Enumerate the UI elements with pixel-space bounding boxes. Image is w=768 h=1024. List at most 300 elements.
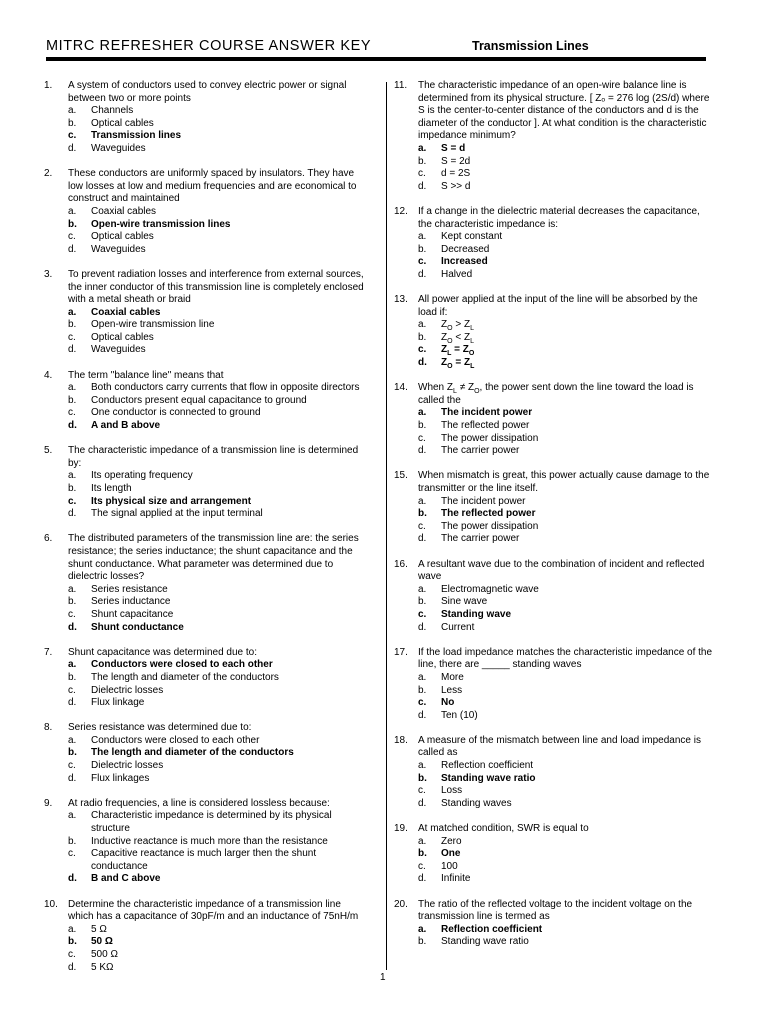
option-letter: a. [418,583,427,595]
option-letter: d. [68,772,77,784]
option-text: Reflection coefficient [441,760,534,772]
answer-option [68,949,366,962]
question-item [394,559,716,635]
answer-option-correct [418,344,716,357]
option-text: A and B above [91,420,161,432]
answer-option [418,596,716,609]
option-text: The power dissipation [441,432,539,444]
option-text: Infinite [441,873,471,885]
option-letter: c. [418,344,427,356]
question-item [44,533,366,634]
option-letter: d. [68,697,77,709]
answer-option-correct [68,130,366,143]
option-text: Its length [91,483,132,494]
answer-option [418,622,716,635]
question-item [44,722,366,785]
answer-option [418,861,716,874]
option-text: Both conductors carry currents that flow in opposite directors [91,382,360,394]
option-letter: b. [418,684,427,696]
answer-option [418,584,716,597]
option-text: Standing wave [441,608,512,620]
answer-option-correct [68,659,366,672]
option-letter: a. [418,319,427,331]
option-text: Shunt conductance [91,621,184,633]
question-number: 18. [394,734,408,746]
option-letter: b. [68,483,77,494]
option-text: Characteristic impedance is determined by its physical structure [91,810,332,835]
option-text: More [441,671,464,683]
option-text: B and C above [91,873,161,885]
question-number: 9. [44,797,53,809]
answer-option [418,798,716,811]
option-letter: d. [418,445,427,457]
answer-option-correct [68,496,366,509]
option-text: Waveguides [91,344,146,356]
option-letter: d. [68,243,77,255]
answer-option [68,206,366,219]
question-text: To prevent radiation losses and interference from external sources, the inner conductor of this transmission line is completely enclosed with a metal sheath or braid [68,268,364,306]
left-column [44,80,366,987]
option-text: Conductors were closed to each other [91,734,260,746]
question-number: 14. [394,382,408,394]
option-letter: c. [68,407,76,419]
question-item [394,206,716,282]
option-text: The power dissipation [441,520,539,532]
option-text: The carrier power [441,533,520,545]
option-letter: b. [68,596,77,608]
question-text: These conductors are uniformly spaced by insulators. They have low losses at low and medium frequencies and are economical to construct and maintained [68,168,357,205]
question-item [394,294,716,370]
question-text: If a change in the dielectric material decreases the capacitance, the characteristic impedance is: [418,205,700,230]
question-item [394,899,716,949]
question-text: When mismatch is great, this power actually cause damage to the transmitter or the line itself. [418,470,710,494]
question-text: All power applied at the input of the line will be absorbed by the load if: [418,294,698,318]
option-letter: a. [68,382,77,394]
answer-option-correct [418,848,716,861]
question-number: 15. [394,470,408,482]
option-letter: b. [68,936,77,948]
option-letter: d. [68,621,77,633]
option-text: Flux linkage [91,697,145,709]
option-letter: c. [418,860,426,872]
answer-option [68,407,366,420]
option-text: The carrier power [441,445,520,457]
option-text: The incident power [441,407,533,419]
option-text: Conductors were closed to each other [91,659,273,671]
option-letter: b. [68,117,77,129]
answer-option-correct [68,420,366,433]
option-text: The reflected power [441,420,530,432]
page-number: 1 [380,972,386,983]
answer-option-correct [418,407,716,420]
option-text: Channels [91,105,134,117]
question-item [394,80,716,193]
answer-option [68,470,366,483]
option-text: Open-wire transmission lines [91,218,231,230]
answer-option [418,936,716,949]
question-text: Series resistance was determined due to: [68,722,252,734]
option-letter: d. [418,709,427,721]
option-letter: b. [418,772,427,784]
option-text: The reflected power [441,508,536,520]
option-text: 5 KΩ [91,961,114,973]
answer-option [68,697,366,710]
option-letter: c. [418,697,427,709]
option-letter: d. [68,344,77,356]
option-text: Open-wire transmission line [91,319,215,331]
question-number: 12. [394,205,408,217]
option-text: Series inductance [91,596,171,608]
answer-option [418,873,716,886]
option-text: S >> d [441,180,471,192]
answer-option [418,168,716,181]
question-text: A resultant wave due to the combination of incident and reflected wave [418,558,705,583]
option-text: $Z_O = Z_L$ [441,357,475,371]
answer-option [418,533,716,546]
answer-option-correct [418,924,716,937]
option-letter: a. [68,659,77,671]
answer-option-correct [68,307,366,320]
answer-option [68,962,366,975]
question-item [44,269,366,357]
option-text: Flux linkages [91,772,150,784]
answer-option [68,508,366,521]
option-letter: d. [418,873,427,885]
option-text: Shunt capacitance [91,608,174,620]
option-letter: a. [68,923,77,935]
option-letter: d. [68,420,77,432]
option-text: Increased [441,256,488,268]
option-letter: b. [68,671,77,683]
question-number: 6. [44,533,53,545]
answer-option [418,685,716,698]
option-text: Standing wave ratio [441,936,529,948]
option-letter: d. [418,268,427,280]
option-text: Dielectric losses [91,760,164,772]
option-letter: a. [68,734,77,746]
answer-option [68,105,366,118]
option-letter: a. [68,810,77,822]
right-column [394,80,716,962]
option-text: The length and diameter of the conductors [91,671,279,683]
option-text: Zero [441,835,462,847]
answer-option-correct [418,773,716,786]
option-text: Its operating frequency [91,470,193,482]
option-text: 50 Ω [91,936,113,948]
answer-option [68,395,366,408]
answer-option [68,810,366,835]
answer-option-correct [68,936,366,949]
option-text: One [441,848,461,860]
option-letter: c. [418,168,426,180]
option-letter: a. [418,231,427,243]
option-text: Ten (10) [441,709,478,721]
option-letter: d. [418,357,427,369]
question-text: The distributed parameters of the transmission line are: the series resistance; the series inductance; the shunt capacitance and the shunt conductance. What parameter was determined due to dielectric losses? [68,533,359,583]
question-item [394,823,716,886]
option-letter: c. [418,432,426,444]
answer-option [418,521,716,534]
option-text: Its physical size and arrangement [91,495,252,507]
answer-option [68,332,366,345]
answer-option [418,231,716,244]
question-item [394,382,716,458]
page-header [46,38,706,58]
option-letter: d. [68,142,77,154]
option-letter: a. [418,671,427,683]
answer-option [418,836,716,849]
question-number: 7. [44,646,53,658]
option-letter: c. [68,608,76,620]
option-text: Sine wave [441,596,488,608]
column-divider [386,82,387,970]
option-text: One conductor is connected to ground [91,407,261,419]
answer-option [418,710,716,723]
option-letter: b. [418,936,427,948]
option-letter: a. [418,760,427,772]
answer-option [68,735,366,748]
question-number: 19. [394,823,408,835]
document-subject: Transmission Lines [472,39,589,53]
option-letter: b. [418,508,427,520]
question-number: 13. [394,294,408,306]
option-text: Coaxial cables [91,205,157,217]
answer-option-correct [418,143,716,156]
option-letter: a. [68,105,77,117]
question-number: 11. [394,80,408,91]
option-letter: b. [418,420,427,432]
option-text: Standing waves [441,797,512,809]
question-number: 17. [394,646,408,658]
option-text: Transmission lines [91,130,182,142]
answer-option [418,244,716,257]
question-number: 1. [44,80,53,91]
option-letter: a. [418,923,427,935]
question-item [44,370,366,433]
option-letter: d. [68,873,77,885]
question-text: A measure of the mismatch between line and load impedance is called as [418,734,701,759]
option-letter: a. [418,835,427,847]
question-item [394,470,716,546]
answer-option-correct [418,609,716,622]
question-item [44,647,366,710]
option-letter: d. [418,621,427,633]
answer-option [418,496,716,509]
answer-option [68,584,366,597]
question-item [394,735,716,811]
option-text: Capacitive reactance is much larger then the shunt conductance [91,848,317,872]
option-letter: b. [418,596,427,608]
option-text: $Z_O < Z_L$ [441,331,474,345]
option-text: 500 Ω [91,948,118,960]
question-text: If the load impedance matches the characteristic impedance of the line, there are _____ standing waves [418,646,713,671]
answer-option [68,836,366,849]
answer-option [418,156,716,169]
option-letter: a. [68,470,77,482]
document-title: MITRC REFRESHER COURSE ANSWER KEY [46,38,372,54]
question-text: Determine the characteristic impedance of a transmission line which has a capacitance of 30pF/m and an inductance of 75nH/m [68,898,359,923]
option-text: Loss [441,785,463,797]
question-item [44,168,366,256]
answer-option [68,760,366,773]
answer-option [418,420,716,433]
option-text: Conductors present equal capacitance to ground [91,394,307,406]
answer-option [418,269,716,282]
option-text: Kept constant [441,231,503,243]
option-letter: a. [418,407,427,419]
question-text: Shunt capacitance was determined due to: [68,646,258,658]
option-text: $Z_L = Z_O$ [441,344,475,358]
option-letter: c. [68,231,76,243]
option-text: Waveguides [91,243,146,255]
answer-option [68,118,366,131]
answer-option [68,685,366,698]
answer-option [418,181,716,194]
answer-option [418,445,716,458]
option-letter: c. [418,256,427,268]
option-letter: c. [68,760,76,772]
option-text: Decreased [441,243,490,255]
answer-option [68,231,366,244]
question-text: When $Z_L \ne Z_O$, the power sent down the line toward the load is called the [418,382,694,406]
answer-option-correct [68,622,366,635]
option-letter: b. [68,835,77,847]
answer-option [68,344,366,357]
option-text: d = 2S [441,168,471,180]
option-text: No [441,697,455,709]
option-letter: b. [418,331,427,343]
option-text: Standing wave ratio [441,772,536,784]
answer-option [68,924,366,937]
answer-option [418,433,716,446]
option-letter: a. [68,583,77,595]
option-letter: c. [68,495,77,507]
option-letter: d. [68,508,77,520]
option-letter: a. [68,205,77,217]
option-text: $Z_O > Z_L$ [441,319,474,333]
option-text: The signal applied at the input terminal [91,508,263,520]
option-text: Waveguides [91,142,146,154]
option-letter: b. [68,218,77,230]
option-text: Series resistance [91,583,168,595]
answer-option [418,785,716,798]
option-text: Optical cables [91,117,154,129]
option-text: Halved [441,268,473,280]
option-letter: c. [68,848,76,860]
option-letter: b. [68,747,77,759]
option-text: Reflection coefficient [441,923,543,935]
header-rule [46,57,706,61]
option-text: S = 2d [441,155,471,167]
option-letter: b. [418,848,427,860]
option-letter: a. [418,495,427,507]
option-letter: a. [68,306,77,318]
option-text: Electromagnetic wave [441,583,539,595]
answer-option-correct [68,873,366,886]
option-letter: b. [418,155,427,167]
question-number: 5. [44,445,53,457]
question-item [44,445,366,521]
answer-option [68,848,366,873]
option-letter: b. [68,394,77,406]
answer-option [418,760,716,773]
question-number: 20. [394,898,408,910]
option-text: Coaxial cables [91,306,161,318]
answer-option [68,483,366,496]
option-text: 100 [441,860,458,872]
option-text: S = d [441,142,466,154]
answer-option [418,332,716,345]
question-number: 3. [44,268,53,280]
answer-option [68,609,366,622]
answer-option [68,596,366,609]
answer-option-correct [418,508,716,521]
answer-option [68,319,366,332]
answer-option-correct [418,697,716,710]
option-letter: d. [418,797,427,809]
answer-option-correct [68,219,366,232]
answer-option [418,319,716,332]
answer-option [68,244,366,257]
answer-option [418,672,716,685]
option-letter: a. [418,142,427,154]
answer-option [68,382,366,395]
option-letter: c. [68,948,76,960]
option-letter: c. [418,608,427,620]
option-text: Dielectric losses [91,684,164,696]
answer-option [68,143,366,156]
answer-option [68,773,366,786]
question-number: 16. [394,558,408,570]
option-text: Optical cables [91,331,154,343]
question-text: The characteristic impedance of an open-wire balance line is determined from its physical structure. [ Zₒ = 276 log (2S/d) where S is the center-to-center distance of the conductors and d is the diameter of the conductor ]. At what condition is the characteristic impedance minimum? [418,80,710,142]
option-text: Optical cables [91,231,154,243]
option-letter: c. [68,130,77,142]
option-letter: d. [418,533,427,545]
answer-option-correct [418,256,716,269]
question-item [44,798,366,886]
option-letter: c. [418,785,426,797]
question-text: At radio frequencies, a line is considered lossless because: [68,797,330,809]
option-letter: b. [68,319,77,331]
question-item [44,899,366,975]
option-text: The length and diameter of the conductors [91,747,294,759]
question-item [394,647,716,723]
option-letter: c. [68,331,76,343]
answer-option-correct [68,747,366,760]
question-text: A system of conductors used to convey electric power or signal between two or more points [68,80,347,104]
option-text: Inductive reactance is much more than the resistance [91,835,328,847]
option-letter: c. [418,520,426,532]
option-text: Current [441,621,475,633]
option-letter: d. [418,180,427,192]
question-text: The ratio of the reflected voltage to the incident voltage on the transmission line is termed as [418,898,693,923]
answer-option-correct [418,357,716,370]
question-text: The term "balance line" means that [68,369,224,381]
question-text: At matched condition, SWR is equal to [418,823,589,835]
question-item [44,80,366,156]
question-number: 2. [44,168,53,180]
option-letter: b. [418,243,427,255]
option-letter: c. [68,684,76,696]
option-letter: d. [68,961,77,973]
question-number: 4. [44,369,53,381]
answer-option [68,672,366,685]
question-number: 8. [44,722,53,734]
option-text: Less [441,684,463,696]
question-number: 10. [44,898,58,910]
option-text: 5 Ω [91,923,107,935]
